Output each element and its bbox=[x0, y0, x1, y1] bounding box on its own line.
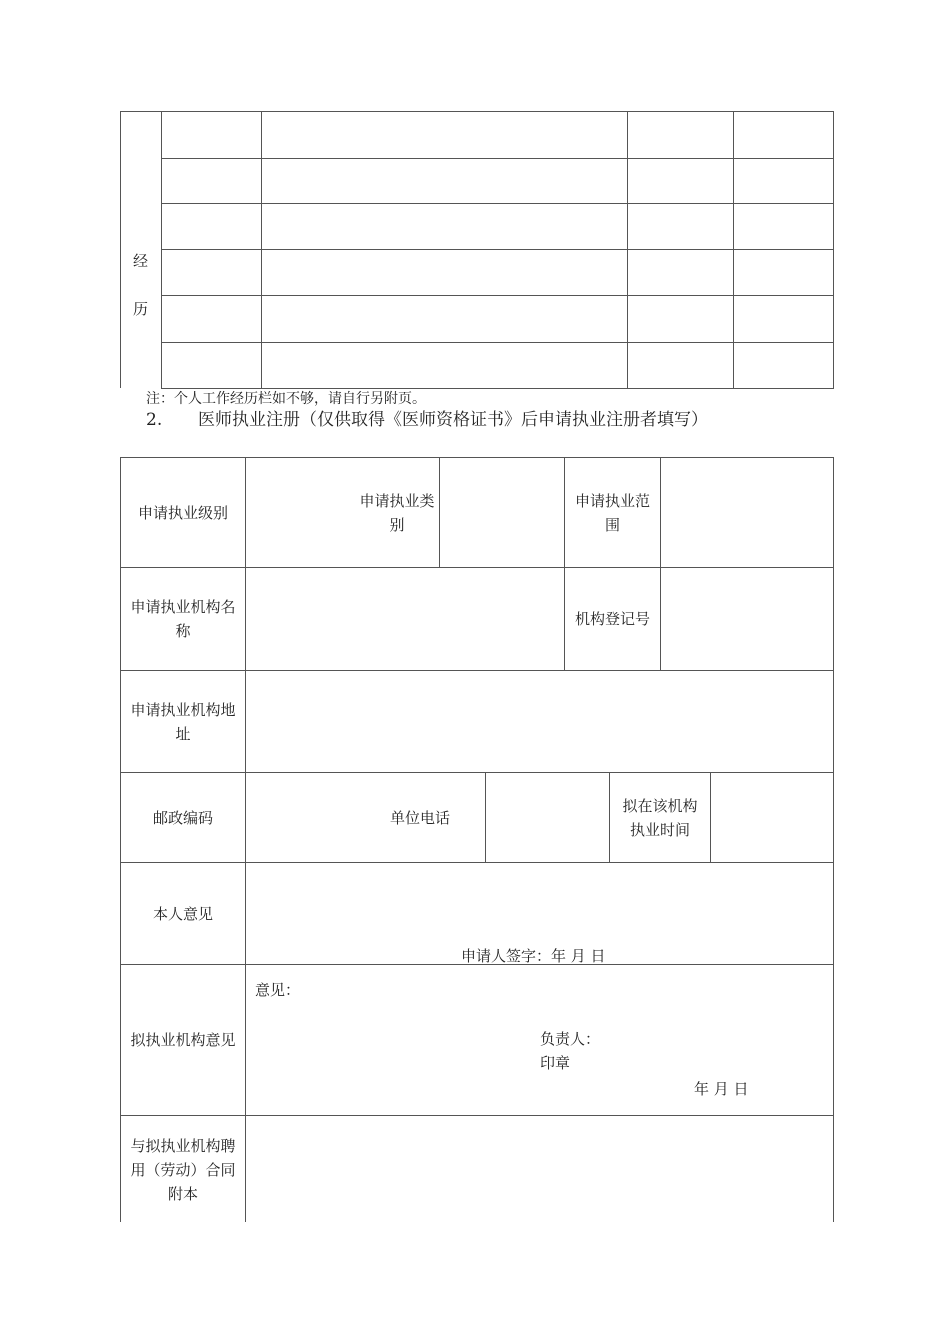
seal-label: 印章 bbox=[540, 1054, 571, 1072]
signature-line: 申请人签字：年 月 日 bbox=[461, 947, 606, 965]
table-rule bbox=[161, 111, 162, 388]
table-rule bbox=[161, 388, 834, 389]
opinion-label: 本人意见 bbox=[152, 904, 213, 923]
table-rule bbox=[833, 111, 834, 388]
time-label: 拟在该机构 执业时间 bbox=[622, 796, 698, 839]
org-name-field[interactable] bbox=[246, 568, 564, 670]
phone-label: 单位电话 bbox=[390, 809, 451, 827]
contract-label: 与拟执业机构聘 用（劳动）合同 附本 bbox=[130, 1137, 236, 1203]
time-field[interactable] bbox=[711, 773, 833, 862]
responsible-label: 负责人： bbox=[540, 1030, 601, 1048]
experience-side-label: 历 bbox=[133, 300, 149, 318]
org-addr-label: 申请执业机构地 址 bbox=[130, 700, 236, 743]
table-rule bbox=[261, 111, 262, 388]
date-line: 年 月 日 bbox=[694, 1080, 749, 1098]
phone-field[interactable] bbox=[486, 773, 609, 862]
scope-label: 申请执业范 围 bbox=[574, 491, 650, 534]
table-rule bbox=[833, 457, 834, 1222]
experience-side-label: 经 bbox=[133, 252, 149, 270]
postcode-label: 邮政编码 bbox=[152, 808, 213, 827]
section-title: 医师执业注册（仅供取得《医师资格证书》后申请执业注册者填写） bbox=[198, 410, 708, 430]
org-opinion-label: 拟执业机构意见 bbox=[130, 1031, 236, 1049]
category-label: 申请执业类 别 bbox=[359, 491, 435, 534]
table-rule bbox=[120, 111, 834, 112]
scope-field[interactable] bbox=[661, 458, 833, 567]
section-number: 2. bbox=[146, 410, 163, 430]
experience-note: 注：个人工作经历栏如不够，请自行另附页。 bbox=[146, 391, 426, 407]
org-name-label: 申请执业机构名 称 bbox=[130, 598, 236, 640]
org-addr-field[interactable] bbox=[246, 671, 833, 772]
category-field[interactable] bbox=[440, 458, 564, 567]
table-rule bbox=[733, 111, 734, 388]
reg-no-label: 机构登记号 bbox=[574, 610, 650, 628]
table-rule bbox=[627, 111, 628, 388]
reg-no-field[interactable] bbox=[661, 568, 833, 670]
contract-field[interactable] bbox=[246, 1116, 833, 1221]
org-opinion-prefix: 意见： bbox=[255, 981, 301, 999]
table-rule bbox=[120, 111, 121, 388]
level-label: 申请执业级别 bbox=[137, 503, 228, 522]
